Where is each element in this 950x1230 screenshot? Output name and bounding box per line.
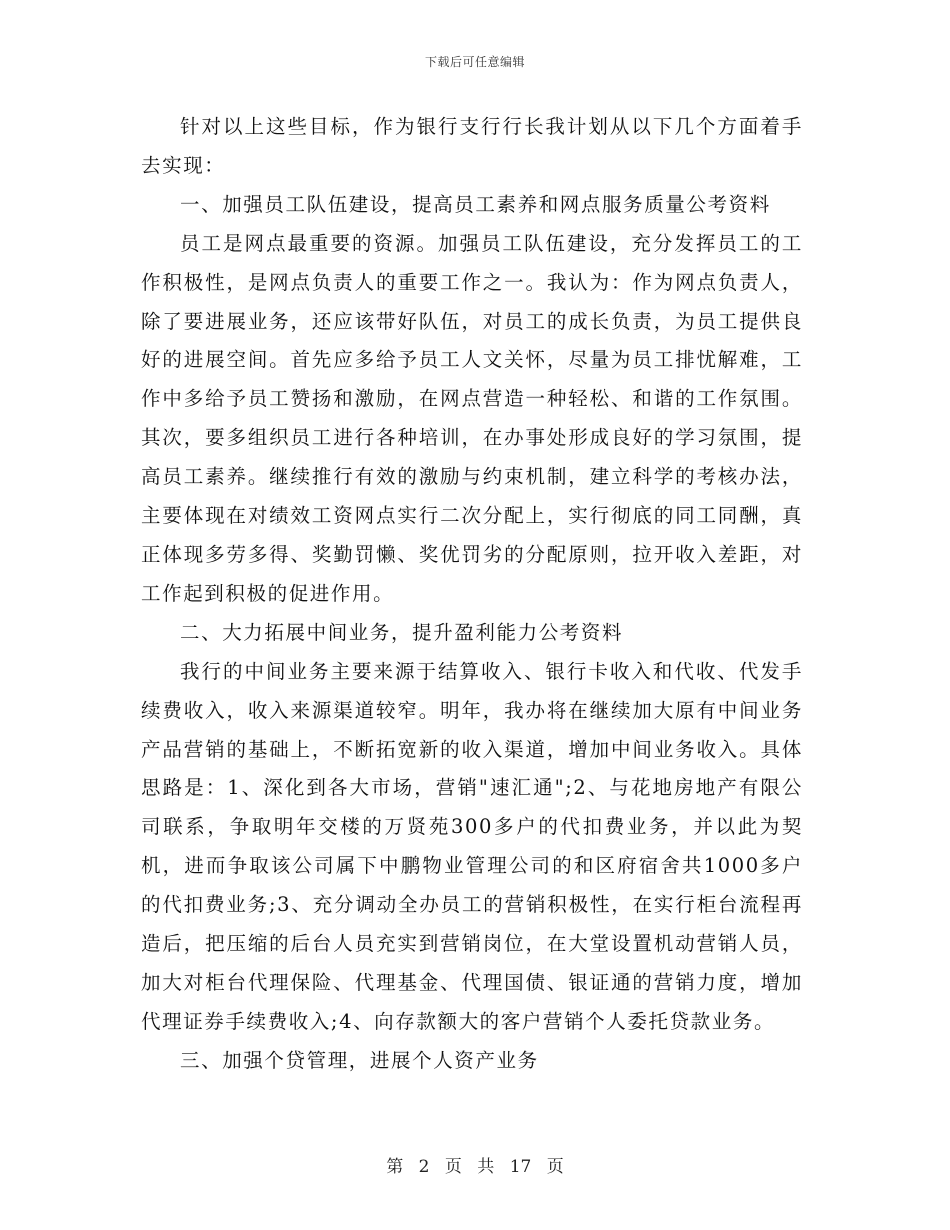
page-label-total-prefix: 共 (477, 1157, 495, 1177)
header-note: 下载后可任意编辑 (424, 55, 525, 69)
page-label-mid: 页 (444, 1157, 462, 1177)
document-body (141, 108, 803, 1081)
paragraph-intro: 针对以上这些目标，作为银行支行行长我计划从以下几个方面着手去实现： (141, 115, 803, 177)
page-current: 2 (418, 1157, 430, 1177)
page-label-suffix: 页 (546, 1157, 564, 1177)
section-heading-1: 一、加强员工队伍建设，提高员工素养和网点服务质量公考资料 (180, 192, 771, 216)
page-number-footer (0, 1152, 950, 1177)
page-total: 17 (509, 1157, 532, 1177)
paragraph-staff: 员工是网点最重要的资源。加强员工队伍建设，充分发挥员工的工作积极性，是网点负责人的重要工作之一。我认为：作为网点负责人，除了要进展业务，还应该带好队伍，对员工的成长负责，为员工提供良好的进展空间。首先应多给予员工人文关怀，尽量为员工排忧解难，工作中多给予员工赞扬和激励，在网点营造一种轻松、和谐的工作氛围。其次，要多组织员工进行各种培训，在办事处形成良好的学习氛围，提高员工素养。继续推行有效的激励与约束机制，建立科学的考核办法，主要体现在对绩效工资网点实行二次分配上，实行彻底的同工同酬，真正体现多劳多得、奖勤罚懒、奖优罚劣的分配原则，拉开收入差距，对工作起到积极的促进作用。 (141, 231, 803, 605)
page-label-prefix: 第 (386, 1157, 404, 1177)
section-heading-2: 二、大力拓展中间业务，提升盈利能力公考资料 (180, 620, 624, 644)
paragraph-intermediate-business: 我行的中间业务主要来源于结算收入、银行卡收入和代收、代发手续费收入，收入来源渠道较窄。明年，我办将在继续加大原有中间业务产品营销的基础上，不断拓宽新的收入渠道，增加中间业务收入。具体思路是：1、深化到各大市场，营销"速汇通";2、与花地房地产有限公司联系，争取明年交楼的万贤苑300多户的代扣费业务，并以此为契机，进而争取该公司属下中鹏物业管理公司的和区府宿舍共1000多户的代扣费业务;3、充分调动全办员工的营销积极性，在实行柜台流程再造后，把压缩的后台人员充实到营销岗位，在大堂设置机动营销人员，加大对柜台代理保险、代理基金、代理国债、银证通的营销力度，增加代理证券手续费收入;4、向存款额大的客户营销个人委托贷款业务。 (141, 659, 803, 1033)
section-heading-3: 三、加强个贷管理，进展个人资产业务 (180, 1048, 539, 1072)
